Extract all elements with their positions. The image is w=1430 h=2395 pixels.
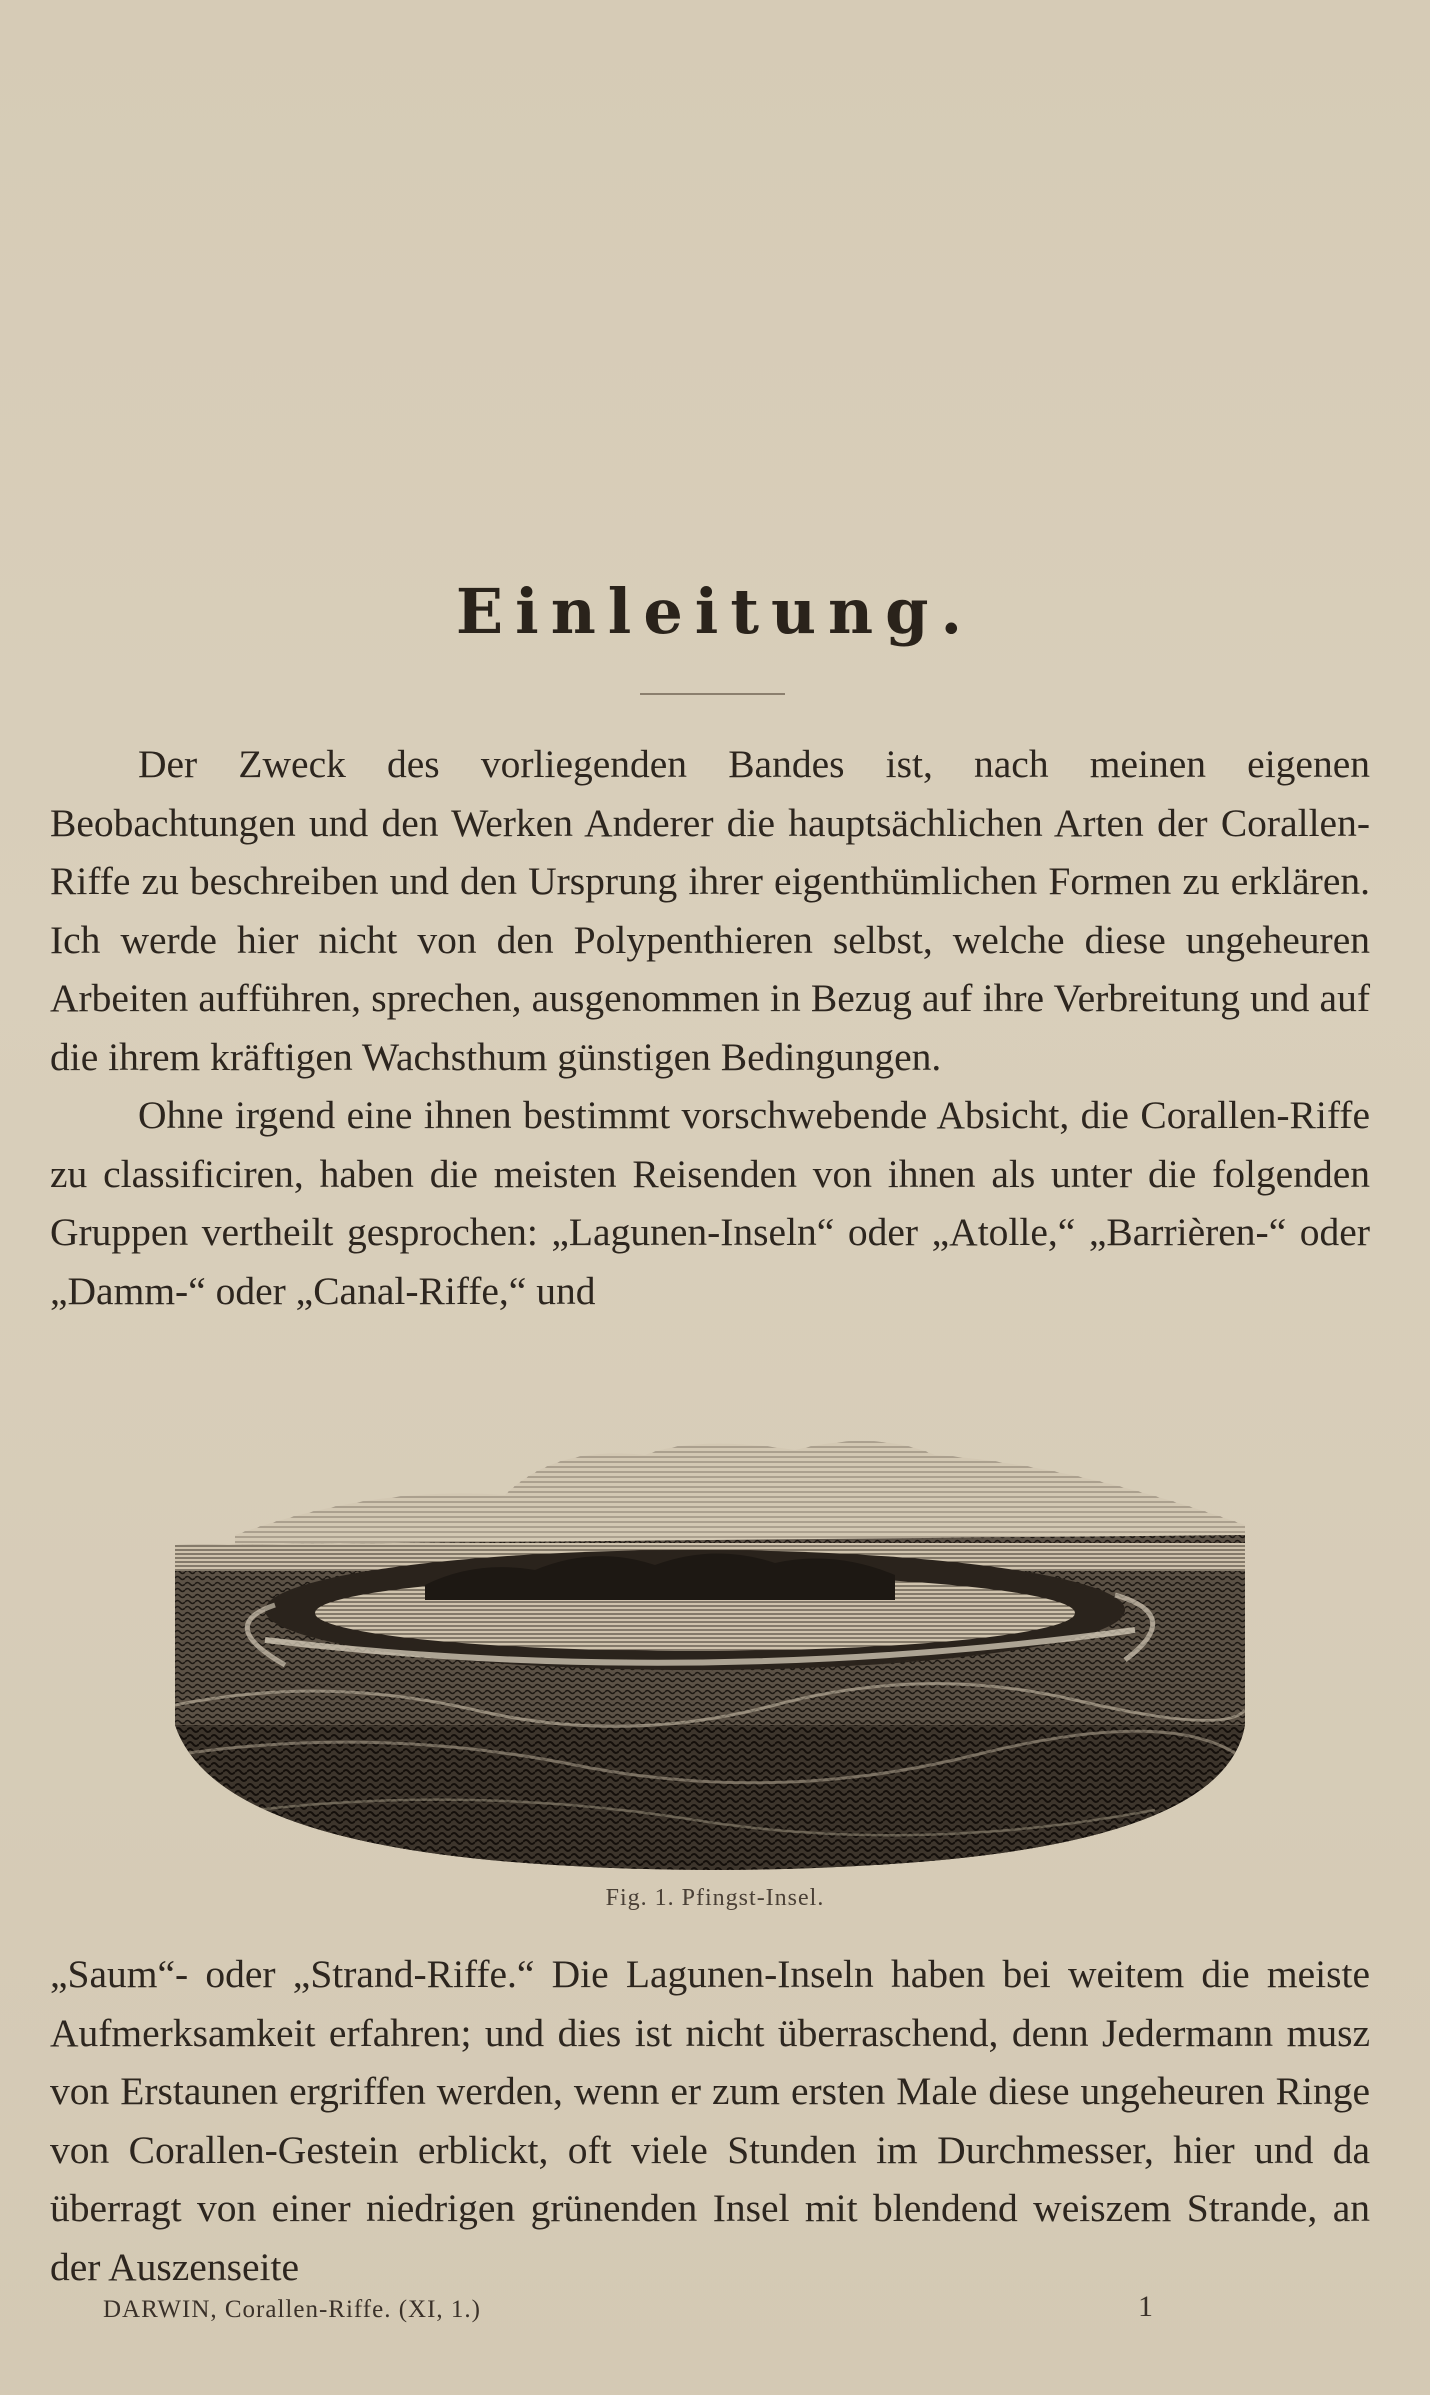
paragraph-classification: Ohne irgend eine ihnen bestimmt vorschwebende Absicht, die Corallen-Riffe zu classificiren, haben die meisten Reisenden von ihnen als unter die folgenden Gruppen vertheilt gesprochen: „Lagunen-Inseln“ oder „Atolle,“ „Barrièren-“ oder „Damm-“ oder „Canal-Riffe,“ und (50, 1093, 1370, 1313)
page-number: 1 (1138, 2290, 1153, 2323)
text-block-top (50, 735, 1370, 1320)
text-block-bottom (50, 1945, 1370, 2296)
title-divider (640, 693, 785, 695)
paragraph-lagoon-islands: „Saum“- oder „Strand-Riffe.“ Die Lagunen-Inseln haben bei weitem die meiste Aufmerksamkeit erfahren; und dies ist nicht überraschend, denn Jedermann musz von Erstaunen ergriffen werden, wenn er zum ersten Male diese ungeheuren Ringe von Corallen-Gestein erblickt, oft viele Stunden im Durchmesser, hier und da überragt von einer niedrigen grünenden Insel mit blendend weiszem Strande, an der Auszenseite (50, 1952, 1370, 2289)
chapter-title: Einleitung. (455, 575, 975, 648)
atoll-engraving-illustration (175, 1425, 1245, 1870)
running-footer: DARWIN, Corallen-Riffe. (XI, 1.) (103, 2296, 481, 2323)
figure-caption: Fig. 1. Pfingst-Insel. (605, 1885, 825, 1911)
paragraph-intro: Der Zweck des vorliegenden Bandes ist, nach meinen eigenen Beobachtungen und den Werken Anderer die hauptsächlichen Arten der Corallen-Riffe zu beschreiben und den Ursprung ihrer eigenthümlichen Formen zu erklären. Ich werde hier nicht von den Polypenthieren selbst, welche diese ungeheuren Arbeiten aufführen, sprechen, ausgenommen in Bezug auf ihre Verbreitung und auf die ihrem kräftigen Wachsthum günstigen Bedingungen. (50, 742, 1370, 1079)
